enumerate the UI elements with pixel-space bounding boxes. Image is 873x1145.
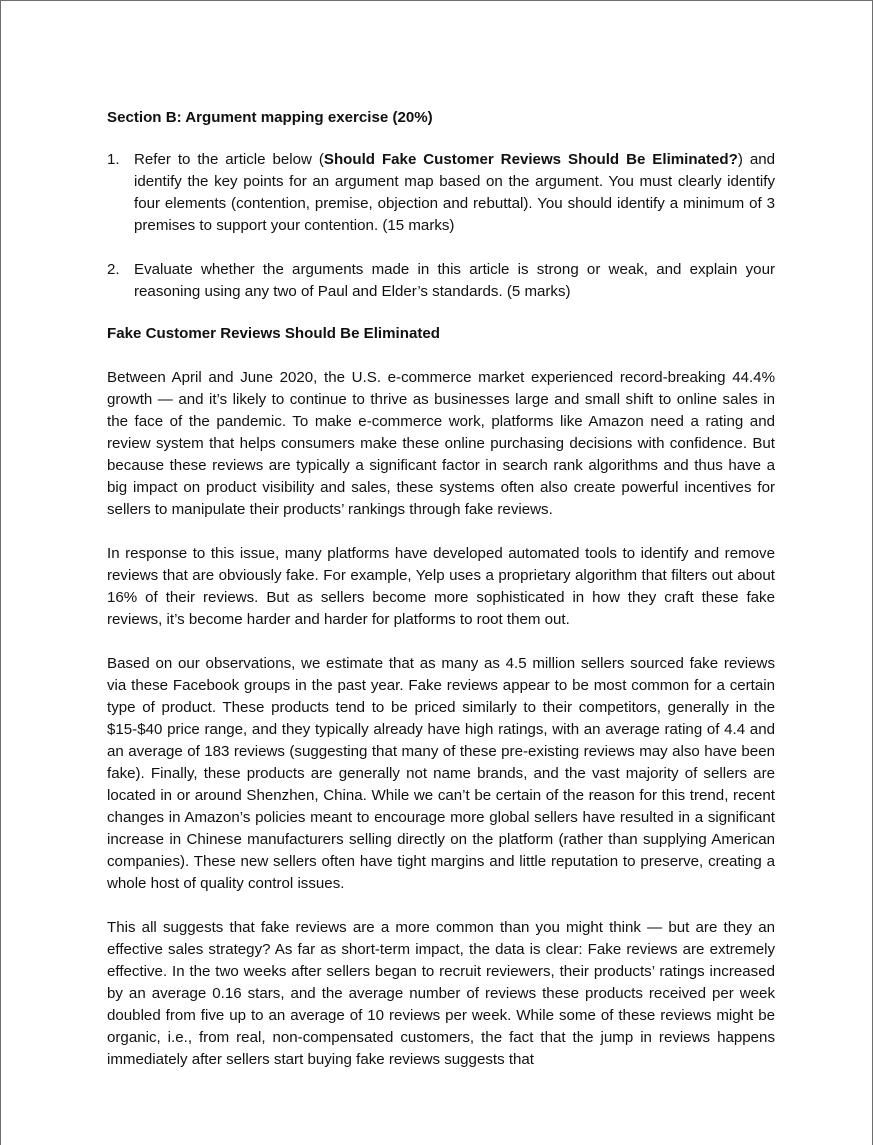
question-article-title: Should Fake Customer Reviews Should Be Eliminated? <box>323 151 738 168</box>
article-paragraph: In response to this issue, many platforms have developed automated tools to identify and remove reviews that are obviously fake. For example, Yelp uses a proprietary algorithm that filters out about 16% of their reviews. But as sellers become more sophisticated in how they craft these fake reviews, it’s become harder and harder for platforms to root them out. <box>107 545 775 628</box>
article-paragraph: Between April and June 2020, the U.S. e-commerce market experienced record-breaking 44.4% growth — and it’s likely to continue to thrive as businesses large and small shift to online sales in the face of the pandemic. To make e-commerce work, platforms like Amazon need a rating and review system that helps consumers make these online purchasing decisions with confidence. But because these reviews are typically a significant factor in search rank algorithms and thus have a big impact on product visibility and sales, these systems often also create powerful incentives for sellers to manipulate their products’ rankings through fake reviews. <box>107 369 775 518</box>
question-text-before: Refer to the article below ( <box>134 151 324 168</box>
question-number: 2. <box>107 261 120 278</box>
article-title: Fake Customer Reviews Should Be Eliminated <box>107 325 440 342</box>
question-list <box>107 149 775 303</box>
question-text: Evaluate whether the arguments made in this article is strong or weak, and explain your reasoning using any two of Paul and Elder’s standards. (5 marks) <box>134 261 775 300</box>
article-paragraph: This all suggests that fake reviews are a more common than you might think — but are they an effective sales strategy? As far as short-term impact, the data is clear: Fake reviews are extremely effective. In the two weeks after sellers began to recruit reviewers, their products’ ratings increased by an average 0.16 stars, and the average number of reviews these products received per week doubled from five up to an average of 10 reviews per week. While some of these reviews might be organic, i.e., from real, non-compensated customers, the fact that the jump in reviews happens immediately after sellers start buying fake reviews suggests that <box>107 919 775 1068</box>
document-body <box>107 107 775 1071</box>
question-item <box>107 149 775 237</box>
question-item <box>107 259 775 303</box>
section-title: Section B: Argument mapping exercise (20%) <box>107 109 433 126</box>
article-paragraph: Based on our observations, we estimate that as many as 4.5 million sellers sourced fake reviews via these Facebook groups in the past year. Fake reviews appear to be most common for a certain type of product. These products tend to be priced similarly to their competitors, generally in the $15-$40 price range, and they typically already have high ratings, with an average rating of 4.4 and an average of 183 reviews (suggesting that many of these pre-existing reviews may also have been fake). Finally, these products are generally not name brands, and the vast majority of sellers are located in or around Shenzhen, China. While we can’t be certain of the reason for this trend, recent changes in Amazon’s policies meant to encourage more global sellers have resulted in a significant increase in Chinese manufacturers selling directly on the platform (rather than supplying American companies). These new sellers often have tight margins and little reputation to preserve, creating a whole host of quality control issues. <box>107 655 775 892</box>
question-number: 1. <box>107 151 120 168</box>
question-text-after: ) and identify the key points for an argument map based on the argument. You must clearly identify four elements (contention, premise, objection and rebuttal). You should identify a minimum of 3 premises to support your contention. (15 marks) <box>134 151 776 234</box>
